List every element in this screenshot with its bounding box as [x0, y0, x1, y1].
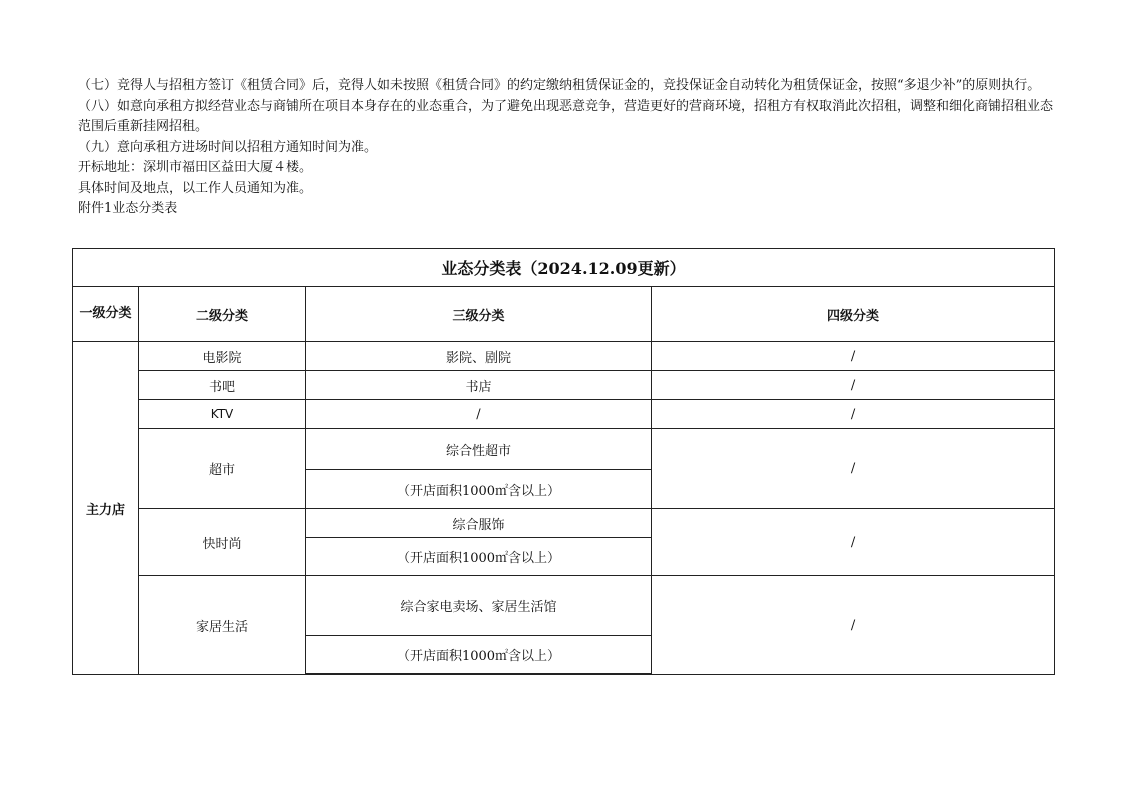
- level2-cell: 电影院: [139, 342, 306, 371]
- level3-cell: 综合家电卖场、家居生活馆: [306, 576, 652, 636]
- level3-note-cell: （开店面积1000㎡含以上）: [306, 470, 652, 509]
- time-place-note: 具体时间及地点，以工作人员通知为准。: [78, 180, 313, 196]
- attachment-caption: 附件1业态分类表: [78, 201, 178, 216]
- table-title: 业态分类表（2024.12.09更新）: [73, 249, 1055, 287]
- level4-cell: /: [652, 400, 1055, 429]
- header-level4: 四级分类: [652, 287, 1055, 342]
- level3-cell: 影院、剧院: [306, 342, 652, 371]
- level3-cell: /: [306, 400, 652, 429]
- level3-note-cell: （开店面积1000㎡含以上）: [306, 538, 652, 576]
- level3-cell: 综合服饰: [306, 509, 652, 538]
- level1-main-store: 主力店: [73, 342, 139, 675]
- bid-opening-address: 开标地址：深圳市福田区益田大厦４楼。: [78, 160, 313, 175]
- level4-cell: /: [652, 342, 1055, 371]
- level2-cell: 家居生活: [139, 576, 306, 675]
- paragraph-eight: （八）如意向承租方拟经营业态与商铺所在项目本身存在的业态重合，为了避免出现恶意竞争，营造更好的营商环境，招租方有权取消此次招租，调整和细化商铺招租业态范围后重新挂网招租。: [78, 98, 1054, 134]
- table-row: [73, 509, 1055, 538]
- level3-note-cell: （开店面积1000㎡含以上）: [306, 636, 652, 674]
- level2-cell: 书吧: [139, 371, 306, 400]
- business-category-table: [72, 248, 1055, 675]
- header-level1: 一级分类: [73, 287, 139, 342]
- level3-cell: 书店: [306, 371, 652, 400]
- level3-cell: 综合性超市: [306, 429, 652, 470]
- level4-cell: /: [652, 509, 1055, 576]
- table-row: [73, 576, 1055, 636]
- table-row: [73, 342, 1055, 371]
- document-body: [78, 76, 1058, 220]
- table-header-row: [73, 287, 1055, 342]
- level4-cell: /: [652, 576, 1055, 675]
- table-row: [73, 429, 1055, 470]
- level2-cell: 超市: [139, 429, 306, 509]
- level4-cell: /: [652, 429, 1055, 509]
- paragraph-seven: （七）竞得人与招租方签订《租赁合同》后，竞得人如未按照《租赁合同》的约定缴纳租赁保证金的，竞投保证金自动转化为租赁保证金，按照“多退少补”的原则执行。: [78, 78, 1041, 93]
- header-level2: 二级分类: [139, 287, 306, 342]
- header-level3: 三级分类: [306, 287, 652, 342]
- table-row: [73, 371, 1055, 400]
- level2-cell: 快时尚: [139, 509, 306, 576]
- level4-cell: /: [652, 371, 1055, 400]
- level2-cell: KTV: [139, 400, 306, 429]
- spacer-cell: [306, 674, 652, 675]
- paragraph-nine: （九）意向承租方进场时间以招租方通知时间为准。: [78, 139, 378, 155]
- table-row: [73, 400, 1055, 429]
